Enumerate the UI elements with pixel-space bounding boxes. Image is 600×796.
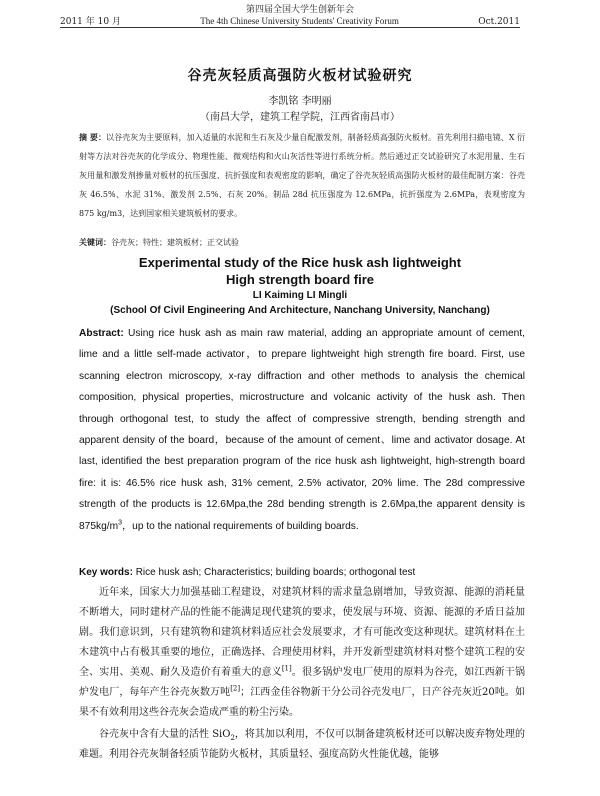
citation-ref-1: [1] — [281, 664, 292, 673]
affiliation-en: (School Of Civil Engineering And Architecture, Nanchang University, Nanchang) — [110, 305, 490, 316]
keywords-cn-label: 关键词： — [79, 237, 111, 247]
abstract-cn-label: 摘 要： — [79, 132, 107, 142]
body-paragraph-1 — [79, 583, 525, 723]
header-divider — [60, 27, 520, 28]
conference-banner: 第四届全国大学生创新年会 — [245, 5, 354, 15]
abstract-en-label: Abstract: — [79, 328, 124, 339]
keywords-en-text: Rice husk ash; Characteristics; building boards; orthogonal test — [135, 567, 416, 578]
abstract-cn-text: 以谷壳灰为主要原料，加入适量的水泥和生石灰及少量自配激发剂，制备轻质高强防火板材。首先利用扫描电镜、X 衍射等方法对谷壳灰的化学成分、物理性能、微观结构和火山灰活性等进行系统分析。然后通过正交试验研究了水泥用量、生石灰用量和激发剂掺量对板材的抗压强度、抗折强度和表观密度的影响，确定了谷壳灰轻质高强防火板材的最佳配制方案：谷壳灰 46.5%、水泥 31%、激发剂 2.5%、石灰 20%。制品 28d 抗压强度为 12.6MPa，抗折强度为 2.6MPa，表观密度为 875 kg/m3，达到国家相关建筑板材的要求。 — [79, 133, 526, 218]
title-en-line1: Experimental study of the Rice husk ash lightweight — [138, 255, 462, 270]
keywords-cn — [79, 237, 525, 248]
para1-text-1: 近年来，国家大力加强基础工程建设，对建筑材料的需求量急剧增加，导致资源、能源的消耗量不断增大，同时建材产品的性能不能满足现代建筑的要求，使发展与环境、资源、能源的矛盾日益加剧。我们意识到，只有建筑物和建筑材料适应社会发展要求，才有可能改变这种现状。建筑材料在土木建筑中占有极其重要的地位，正确选择、合理使用材料，并开发新型建筑材料对整个建筑工程的安全、实用、美观、耐久及造价有着重大的意义 — [79, 587, 525, 678]
header-date-left: 2011 年 10 月 — [60, 17, 121, 27]
abstract-en-text-1: Using rice husk ash as main raw material, adding an appropriate amount of cement, lime and a little self-made activator，to prepare lightweight high strength fire board. First, use scanning electron microscopy, x-ray diffraction and other methods to analysis the chemical composition, physical properties, microstructure and volcanic activity of the husk ash. Then through orthogonal test, to study the affect of compressive strength, bending strength and apparent density of the board，because of the amount of cement、lime and activator dosage. At last, identified the best preparation program of the rice husk ash lightweight, high-strength board fire: it is: 46.5% rice husk ash, 31% cement, 2.5% activator, 20% lime. The 28d compressive strength of the products is 12.6Mpa,the 28d bending strength is 2.6Mpa,the apparent density is 875kg/m — [79, 328, 525, 532]
keywords-en-label: Key words: — [79, 567, 133, 578]
body-paragraph-2 — [79, 725, 525, 765]
running-header — [60, 14, 520, 27]
body-text — [79, 583, 525, 765]
para2-text-1: 谷壳灰中含有大量的活性 SiO — [99, 729, 231, 740]
citation-ref-2: [2] — [230, 684, 241, 693]
header-forum-title: The 4th Chinese University Students' Creativity Forum — [200, 16, 399, 26]
paper-title-en — [0, 254, 600, 288]
paper-title-cn: 谷壳灰轻质高强防火板材试验研究 — [187, 68, 413, 84]
title-en-line2: High strength board fire — [225, 272, 375, 287]
abstract-en — [79, 323, 525, 537]
para1-text-2: 。很多锅炉发电厂使用的原料为谷壳，如江西新干锅炉发电厂，每年产生谷壳灰数万吨 — [79, 667, 526, 698]
sio2-subscript: 2 — [230, 734, 235, 742]
abstract-en-superscript: 3 — [118, 519, 122, 527]
keywords-en — [79, 567, 525, 578]
authors-cn: 李凯铭 李明丽 — [268, 96, 332, 107]
keywords-cn-text: 谷壳灰；特性；建筑板材；正交试验 — [111, 238, 239, 247]
para2-text-2: ，将其加以利用，不仅可以制备建筑板材还可以解决废弃物处理的难题。利用谷壳灰制备轻质节能防火板材，其质量轻、强度高防火性能优越，能够 — [79, 729, 525, 760]
abstract-en-text-2: ，up to the national requirements of building boards. — [121, 520, 359, 532]
abstract-cn — [79, 128, 525, 223]
header-date-right: Oct.2011 — [478, 17, 520, 27]
authors-en: LI Kaiming LI Mingli — [252, 290, 348, 301]
para1-text-3: ；江西金佳谷物新干分公司谷壳发电厂，日产谷壳灰近20吨。如果不有效利用这些谷壳灰会造成严重的粉尘污染。 — [79, 687, 525, 718]
affiliation-cn: （南昌大学，建筑工程学院，江西省南昌市） — [200, 112, 400, 123]
